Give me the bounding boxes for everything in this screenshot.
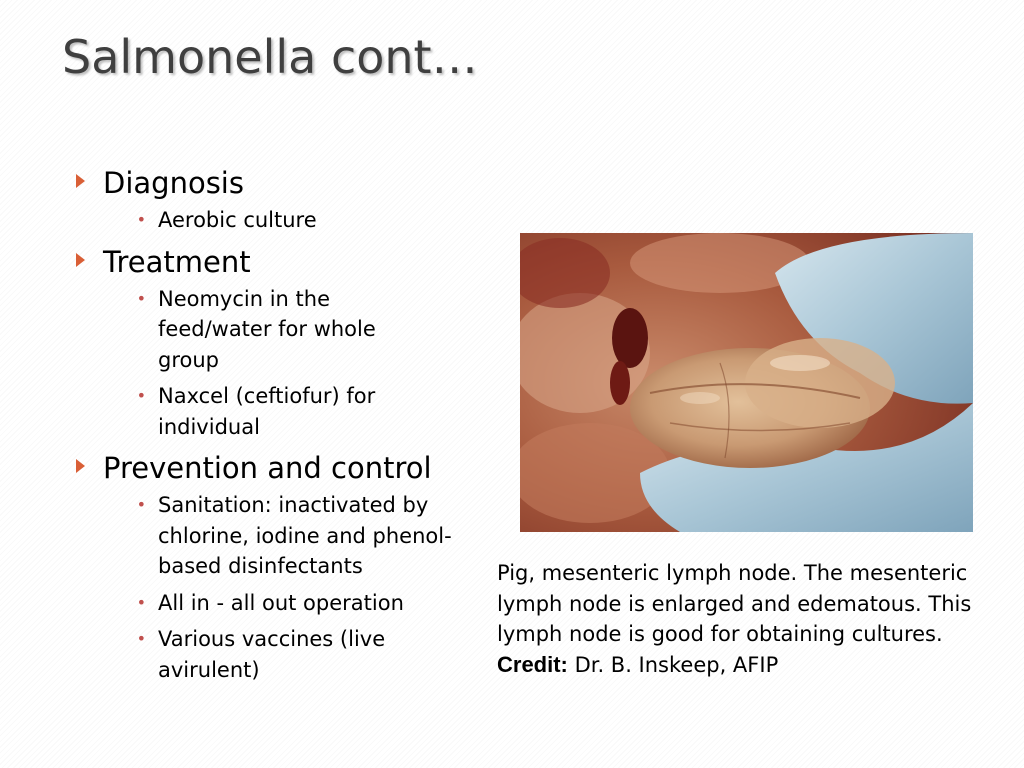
caption-credit-label: Credit: <box>497 651 568 677</box>
list-item-text: Aerobic culture <box>158 208 317 232</box>
list-item <box>76 284 476 376</box>
list-item-text: Neomycin in the feed/water for whole group <box>158 286 376 372</box>
list-item-text: Naxcel (ceftiofur) for individual <box>158 384 376 439</box>
section-heading <box>76 163 476 203</box>
list-item <box>76 205 476 236</box>
dot-icon: • <box>136 629 146 648</box>
caption-text: Pig, mesenteric lymph node. The mesenteric lymph node is enlarged and edematous. This lymph node is good for obtaining cultures. <box>497 561 972 646</box>
sub-list <box>76 205 476 236</box>
dot-icon: • <box>136 288 146 308</box>
section-label-prevention: Prevention and control <box>103 451 432 485</box>
dot-icon: • <box>136 592 146 612</box>
caption-credit-value: Dr. B. Inskeep, AFIP <box>567 652 779 677</box>
bullet-content <box>76 163 476 691</box>
lymph-node-illustration <box>520 233 973 532</box>
triangle-right-icon <box>76 163 103 188</box>
sub-list <box>76 284 476 443</box>
section-prevention <box>76 448 476 685</box>
triangle-right-icon <box>76 242 103 267</box>
section-treatment <box>76 242 476 443</box>
lymph-node-photo <box>520 233 973 532</box>
list-item-text: Various vaccines (live avirulent) <box>158 627 386 682</box>
sub-list <box>76 490 476 685</box>
list-item <box>76 588 476 619</box>
list-item-text: Sanitation: inactivated by chlorine, iodine and phenol-based disinfectants <box>158 493 452 578</box>
section-heading <box>76 242 476 282</box>
section-diagnosis <box>76 163 476 236</box>
dot-icon: • <box>136 210 146 229</box>
dot-icon: • <box>136 495 146 514</box>
section-heading <box>76 448 476 488</box>
list-item-text: All in - all out operation <box>158 590 404 615</box>
triangle-right-icon <box>76 448 103 473</box>
list-item <box>76 624 476 685</box>
section-label-treatment: Treatment <box>103 244 251 279</box>
slide-title: Salmonella cont… <box>62 30 478 84</box>
list-item <box>76 490 476 582</box>
photo-caption <box>497 558 997 680</box>
dot-icon: • <box>136 386 146 405</box>
list-item <box>76 381 476 442</box>
section-label-diagnosis: Diagnosis <box>103 166 244 200</box>
